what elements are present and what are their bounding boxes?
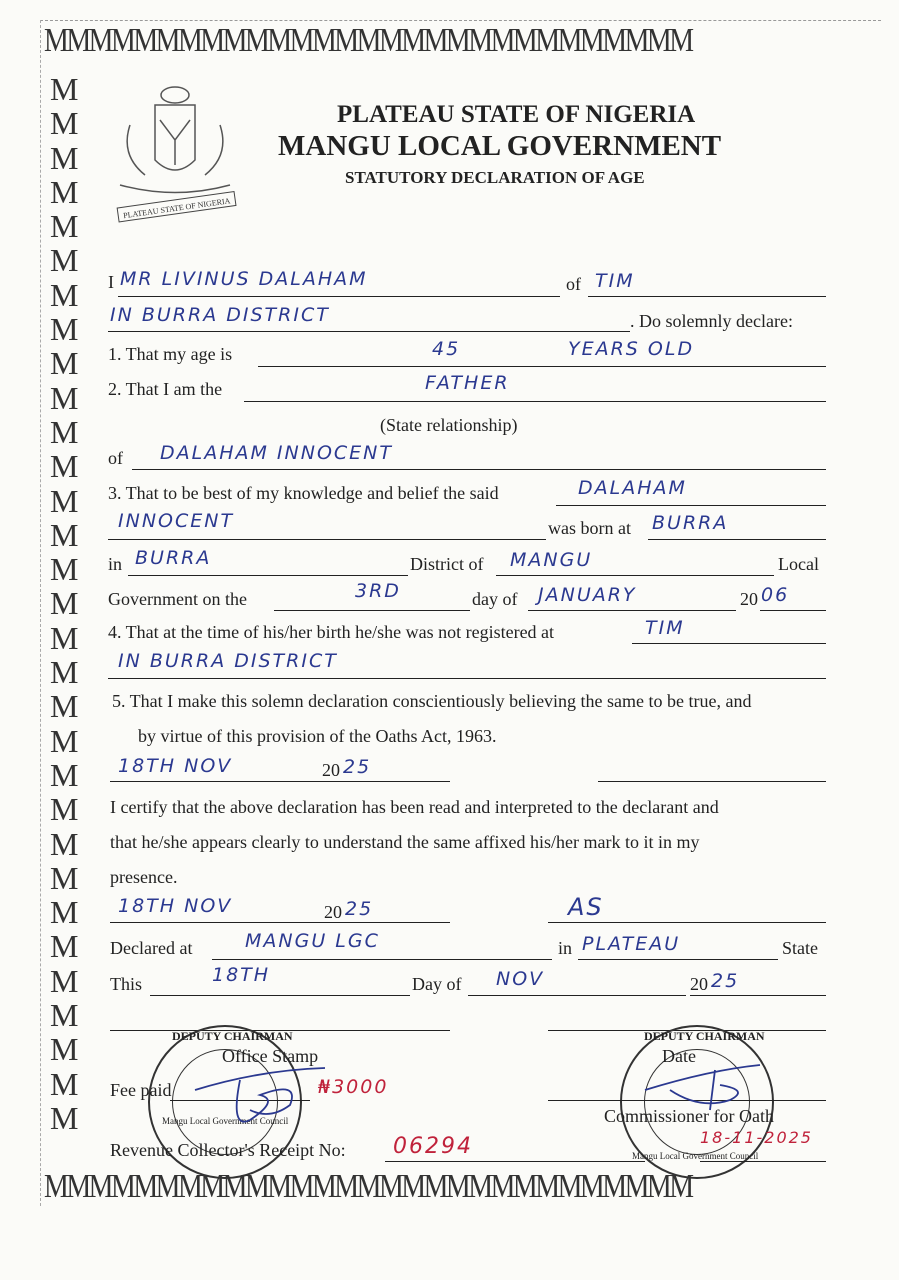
receipt-number[interactable]: 06294 — [393, 1134, 473, 1159]
state-heading: PLATEAU STATE OF NIGERIA — [337, 101, 696, 128]
label-this: This — [110, 974, 143, 994]
declarant-name[interactable]: MR LIVINUS DALAHAM — [120, 268, 368, 290]
label-of-2: of — [108, 448, 123, 468]
declaration-year[interactable]: 25 — [343, 756, 372, 778]
year-prefix-3: 20 — [324, 902, 342, 922]
label-i: I — [108, 272, 114, 292]
label-q2: 2. That I am the — [108, 379, 223, 399]
birth-place[interactable]: BURRA — [652, 512, 729, 534]
signature-left — [190, 1060, 330, 1130]
stamp-subtext: Mangu Local Government Council — [162, 1116, 289, 1126]
label-declared: Declared at — [110, 938, 193, 958]
certify-text: I certify that the above declaration has been read and interpreted to the declarant and — [110, 797, 719, 817]
commissioner-signature[interactable]: AS — [568, 893, 604, 921]
declared-state[interactable]: PLATEAU — [582, 933, 681, 955]
age-unit[interactable]: YEARS OLD — [568, 338, 695, 360]
declared-place[interactable]: MANGU LGC — [245, 930, 380, 952]
form-title: STATUTORY DECLARATION OF AGE — [345, 168, 645, 187]
declarant-town[interactable]: TIM — [595, 270, 635, 292]
border-m-left: M M M M M M M M M M M M M M M M M M M M M M M M M M M M M M M — [50, 71, 79, 1136]
label-local: Local — [778, 554, 819, 574]
certify-date[interactable]: 18TH NOV — [118, 895, 233, 917]
border-m-top: MMMMMMMMMMMMMMMMMMMMMMMMMMMMM — [44, 22, 692, 59]
label-q1: 1. That my age is — [108, 344, 233, 364]
office-stamp-label: Office Stamp — [222, 1046, 319, 1066]
year-prefix-4: 20 — [690, 974, 708, 994]
certify-text-2: that he/she appears clearly to understand the same affixed his/her mark to it in my — [110, 832, 700, 852]
stamp-text-2: DEPUTY CHAIRMAN — [644, 1029, 765, 1043]
q5-text-2: by virtue of this provision of the Oaths Act, 1963. — [138, 726, 497, 746]
fee-label: Fee paid — [110, 1080, 172, 1100]
this-year[interactable]: 25 — [711, 970, 740, 992]
declarant-district[interactable]: IN BURRA DISTRICT — [110, 304, 330, 326]
age-value[interactable]: 45 — [432, 338, 461, 360]
label-in: in — [108, 554, 123, 574]
relationship-value[interactable]: FATHER — [425, 372, 510, 394]
this-month[interactable]: NOV — [496, 968, 545, 990]
label-dayof-2: Day of — [412, 974, 462, 994]
birth-month[interactable]: JANUARY — [538, 584, 637, 606]
birth-area[interactable]: BURRA — [135, 547, 212, 569]
receipt-label: Revenue Collector's Receipt No: — [110, 1140, 346, 1160]
label-dayof: day of — [472, 589, 518, 609]
label-district: District of — [410, 554, 484, 574]
year-prefix: 20 — [740, 589, 758, 609]
label-q4: 4. That at the time of his/her birth he/she was not registered at — [108, 622, 555, 642]
registration-place[interactable]: TIM — [645, 617, 685, 639]
child-name[interactable]: DALAHAM INNOCENT — [160, 442, 394, 464]
this-day[interactable]: 18TH — [212, 964, 271, 986]
district-value[interactable]: MANGU — [510, 549, 593, 571]
child-surname[interactable]: DALAHAM — [578, 477, 687, 499]
nigeria-coat-of-arms-icon — [100, 75, 250, 225]
child-firstname[interactable]: INNOCENT — [118, 510, 235, 532]
label-gov: Government on the — [108, 589, 247, 609]
label-q3: 3. That to be best of my knowledge and belief the said — [108, 483, 499, 503]
stamp-subtext-2: Mangu Local Government Council — [632, 1151, 759, 1161]
label-state: State — [782, 938, 818, 958]
date-label: Date — [662, 1046, 696, 1066]
stamp-text: DEPUTY CHAIRMAN — [172, 1029, 293, 1043]
birth-year[interactable]: 06 — [761, 584, 790, 606]
birth-day[interactable]: 3RD — [355, 580, 401, 602]
lga-heading: MANGU LOCAL GOVERNMENT — [278, 130, 722, 162]
label-declare: . Do solemnly declare: — [630, 311, 793, 331]
border-m-bottom: MMMMMMMMMMMMMMMMMMMMMMMMMMMMM — [44, 1168, 692, 1205]
commissioner-date[interactable]: 18-11-2025 — [700, 1128, 813, 1147]
commissioner-label: Commissioner for Oath — [604, 1106, 774, 1126]
crest-text: PLATEAU STATE OF NIGERIA — [122, 196, 231, 221]
relationship-hint: (State relationship) — [380, 415, 518, 435]
registration-district[interactable]: IN BURRA DISTRICT — [118, 650, 338, 672]
certify-year[interactable]: 25 — [345, 898, 374, 920]
label-in-2: in — [558, 938, 573, 958]
declaration-date[interactable]: 18TH NOV — [118, 755, 233, 777]
year-prefix-2: 20 — [322, 760, 340, 780]
certify-text-3: presence. — [110, 867, 178, 887]
signature-right — [640, 1060, 790, 1120]
label-born: was born at — [548, 518, 631, 538]
q5-text: 5. That I make this solemn declaration conscientiously believing the same to be true, and — [112, 691, 752, 711]
fee-value[interactable]: ₦3000 — [318, 1076, 389, 1098]
label-of: of — [566, 274, 581, 294]
